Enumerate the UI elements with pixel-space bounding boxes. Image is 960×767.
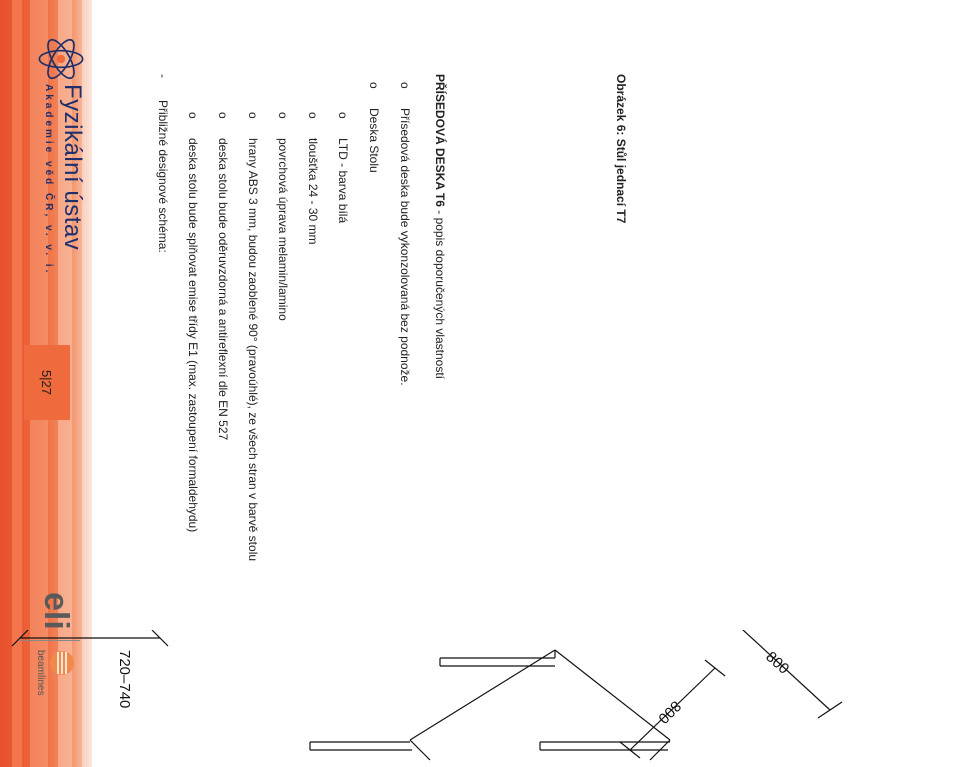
section-title-rest: - popis doporučených vlastností [433, 206, 447, 380]
list-item: tloušťka 24 - 30 mm [306, 138, 320, 245]
section-title [433, 74, 447, 379]
institute-subtitle: Akademie věd ČR, v. v. i. [43, 84, 54, 276]
eli-logo: eli [37, 592, 75, 630]
list-bullet: o [186, 112, 200, 119]
list-bullet: o [398, 82, 412, 89]
eli-beamlines-mark-icon [49, 650, 75, 676]
institute-name: Fyzikální ústav [59, 84, 86, 251]
page-number: 5|27 [24, 345, 70, 420]
eli-subtitle: beamlines [35, 650, 46, 696]
list-item: povrchová úprava melamin/lamino [276, 138, 290, 321]
dim-width-label: 800 [762, 648, 793, 678]
list-item: Deska Stolu [367, 108, 381, 173]
logo-divider [20, 640, 80, 641]
table-drawing [0, 630, 960, 767]
list-bullet: o [367, 82, 381, 89]
list-bullet: - [156, 74, 170, 78]
list-item: deska stolu bude splňovat emise třídy E1 (max. zastoupení formaldehydu) [186, 138, 200, 533]
atom-logo-icon [32, 34, 90, 84]
figure-caption: Obrázek 6: Stůl jednací T7 [614, 74, 628, 224]
list-item: hrany ABS 3 mm, budou zaoblené 90° (pravoúhlé), ze všech stran v barvě stolu [246, 138, 260, 562]
table-drawing-svg [0, 630, 960, 767]
list-bullet: o [216, 112, 230, 119]
list-item: deska stolu bude oděruvzdorná a antireflexní dle EN 527 [216, 138, 230, 441]
list-bullet: o [336, 112, 350, 119]
list-bullet: o [276, 112, 290, 119]
list-bullet: o [246, 112, 260, 119]
dim-depth-label: 800 [654, 697, 685, 727]
list-item: Přísedová deska bude vykonzolovaná bez podnože. [398, 108, 412, 386]
dim-height-label: 720–740 [116, 650, 133, 709]
section-title-bold: PŘÍSEDOVÁ DESKA T6 [433, 74, 447, 207]
list-bullet: o [306, 112, 320, 119]
list-item: Přibližné designové schéma: [156, 100, 170, 253]
list-item: LTD - barva bílá [336, 138, 350, 224]
